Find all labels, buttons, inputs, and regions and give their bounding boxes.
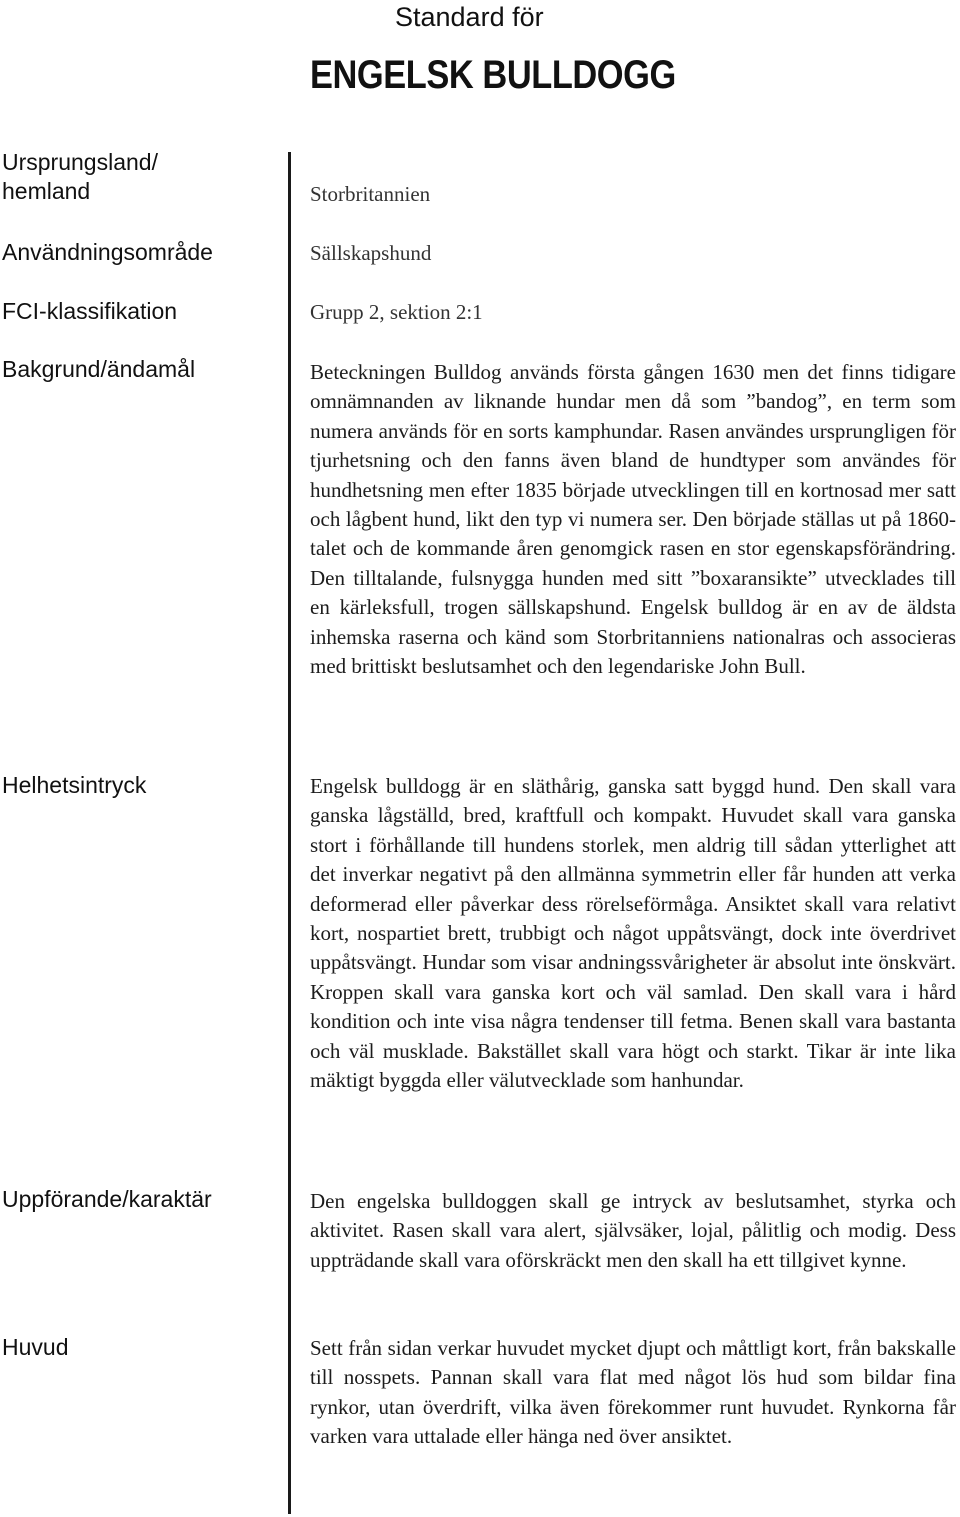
section-text: Den engelska bulldoggen skall ge intryck av beslutsamhet, styrka och aktivitet. Rasen skall vara alert, självsäker, lojal, pålitlig och modig. Dess uppträdande skall vara oförskräckt men den skall ha ett tillgivet kynne.: [310, 1189, 956, 1272]
section-text: Beteckningen Bulldog används första gången 1630 men det finns tidigare omnämnanden av liknande hundar men då som ”bandog”, en term som numera används för en sorts kamphundar. Rasen användes ursprungligen för tjurhetsning och den fanns även bland de hundtyper som användes för hundhetsning men efter 1835 började utvecklingen till en kortnosad mer satt och lågbent hund, likt den typ vi numera ser. Den började ställas ut på 1860-talet och de kommande åren genomgick rasen en stor egenskapsförändring. Den tilltalande, fulsnygga hunden med sitt ”boxaransikte” utvecklades till en kärleksfull, trogen sällskapshund. Engelsk bulldog är en av de äldsta inhemska raserna och känd som Storbritanniens nationalras och associeras med brittiskt beslutsamhet och den legendariske John Bull.: [310, 360, 956, 679]
section-label: FCI-klassifikation: [2, 298, 178, 324]
section-text: Storbritannien: [310, 182, 431, 206]
section-label: Användningsområde: [2, 239, 213, 265]
page-title: ENGELSK BULLDOGG: [310, 53, 676, 97]
section-text: Engelsk bulldogg är en släthårig, ganska satt byggd hund. Den skall vara ganska lågställd, bred, kraftfull och kompakt. Huvudet skall vara ganska stort i förhållande till hundens storlek, men aldrig till sådan ytterlighet att det inverkar negativt på den allmänna symmetrin eller får hunden att verka deformerad eller påverkar dess rörelseförmåga. Ansiktet skall vara relativt kort, nospartiet brett, trubbigt och något uppåtsvängt, dock inte överdrivet uppåtsvängt. Hundar som visar andningssvårigheter är absolut inte önskvärt. Kroppen skall vara ganska kort och väl samlad. Den skall vara i hård kondition och inte visa några tendenser till fetma. Benen skall vara bastanta och väl musklade. Bakstället skall vara högt och starkt. Tikar är inte lika mäktigt byggda eller välutvecklade som hanhundar.: [310, 774, 956, 1093]
section-text: Sett från sidan verkar huvudet mycket djupt och måttligt kort, från bakskalle till nosspets. Pannan skall vara flat med något lös hud som bildar fina rynkor, utan överdrift, vilka även förekommer runt huvudet. Rynkorna får varken vara uttalade eller hänga ned över ansiktet.: [310, 1336, 956, 1449]
section-text: Sällskapshund: [310, 241, 432, 265]
section-label: Uppförande/karaktär: [2, 1186, 212, 1212]
section-label: Ursprungsland/ hemland: [2, 149, 158, 204]
section-label: Helhetsintryck: [2, 772, 147, 798]
section-label: Huvud: [2, 1334, 69, 1360]
pre-title: Standard för: [395, 2, 544, 32]
section-label: Bakgrund/ändamål: [2, 356, 196, 382]
section-text: Grupp 2, sektion 2:1: [310, 300, 483, 324]
column-divider: [288, 152, 291, 1514]
